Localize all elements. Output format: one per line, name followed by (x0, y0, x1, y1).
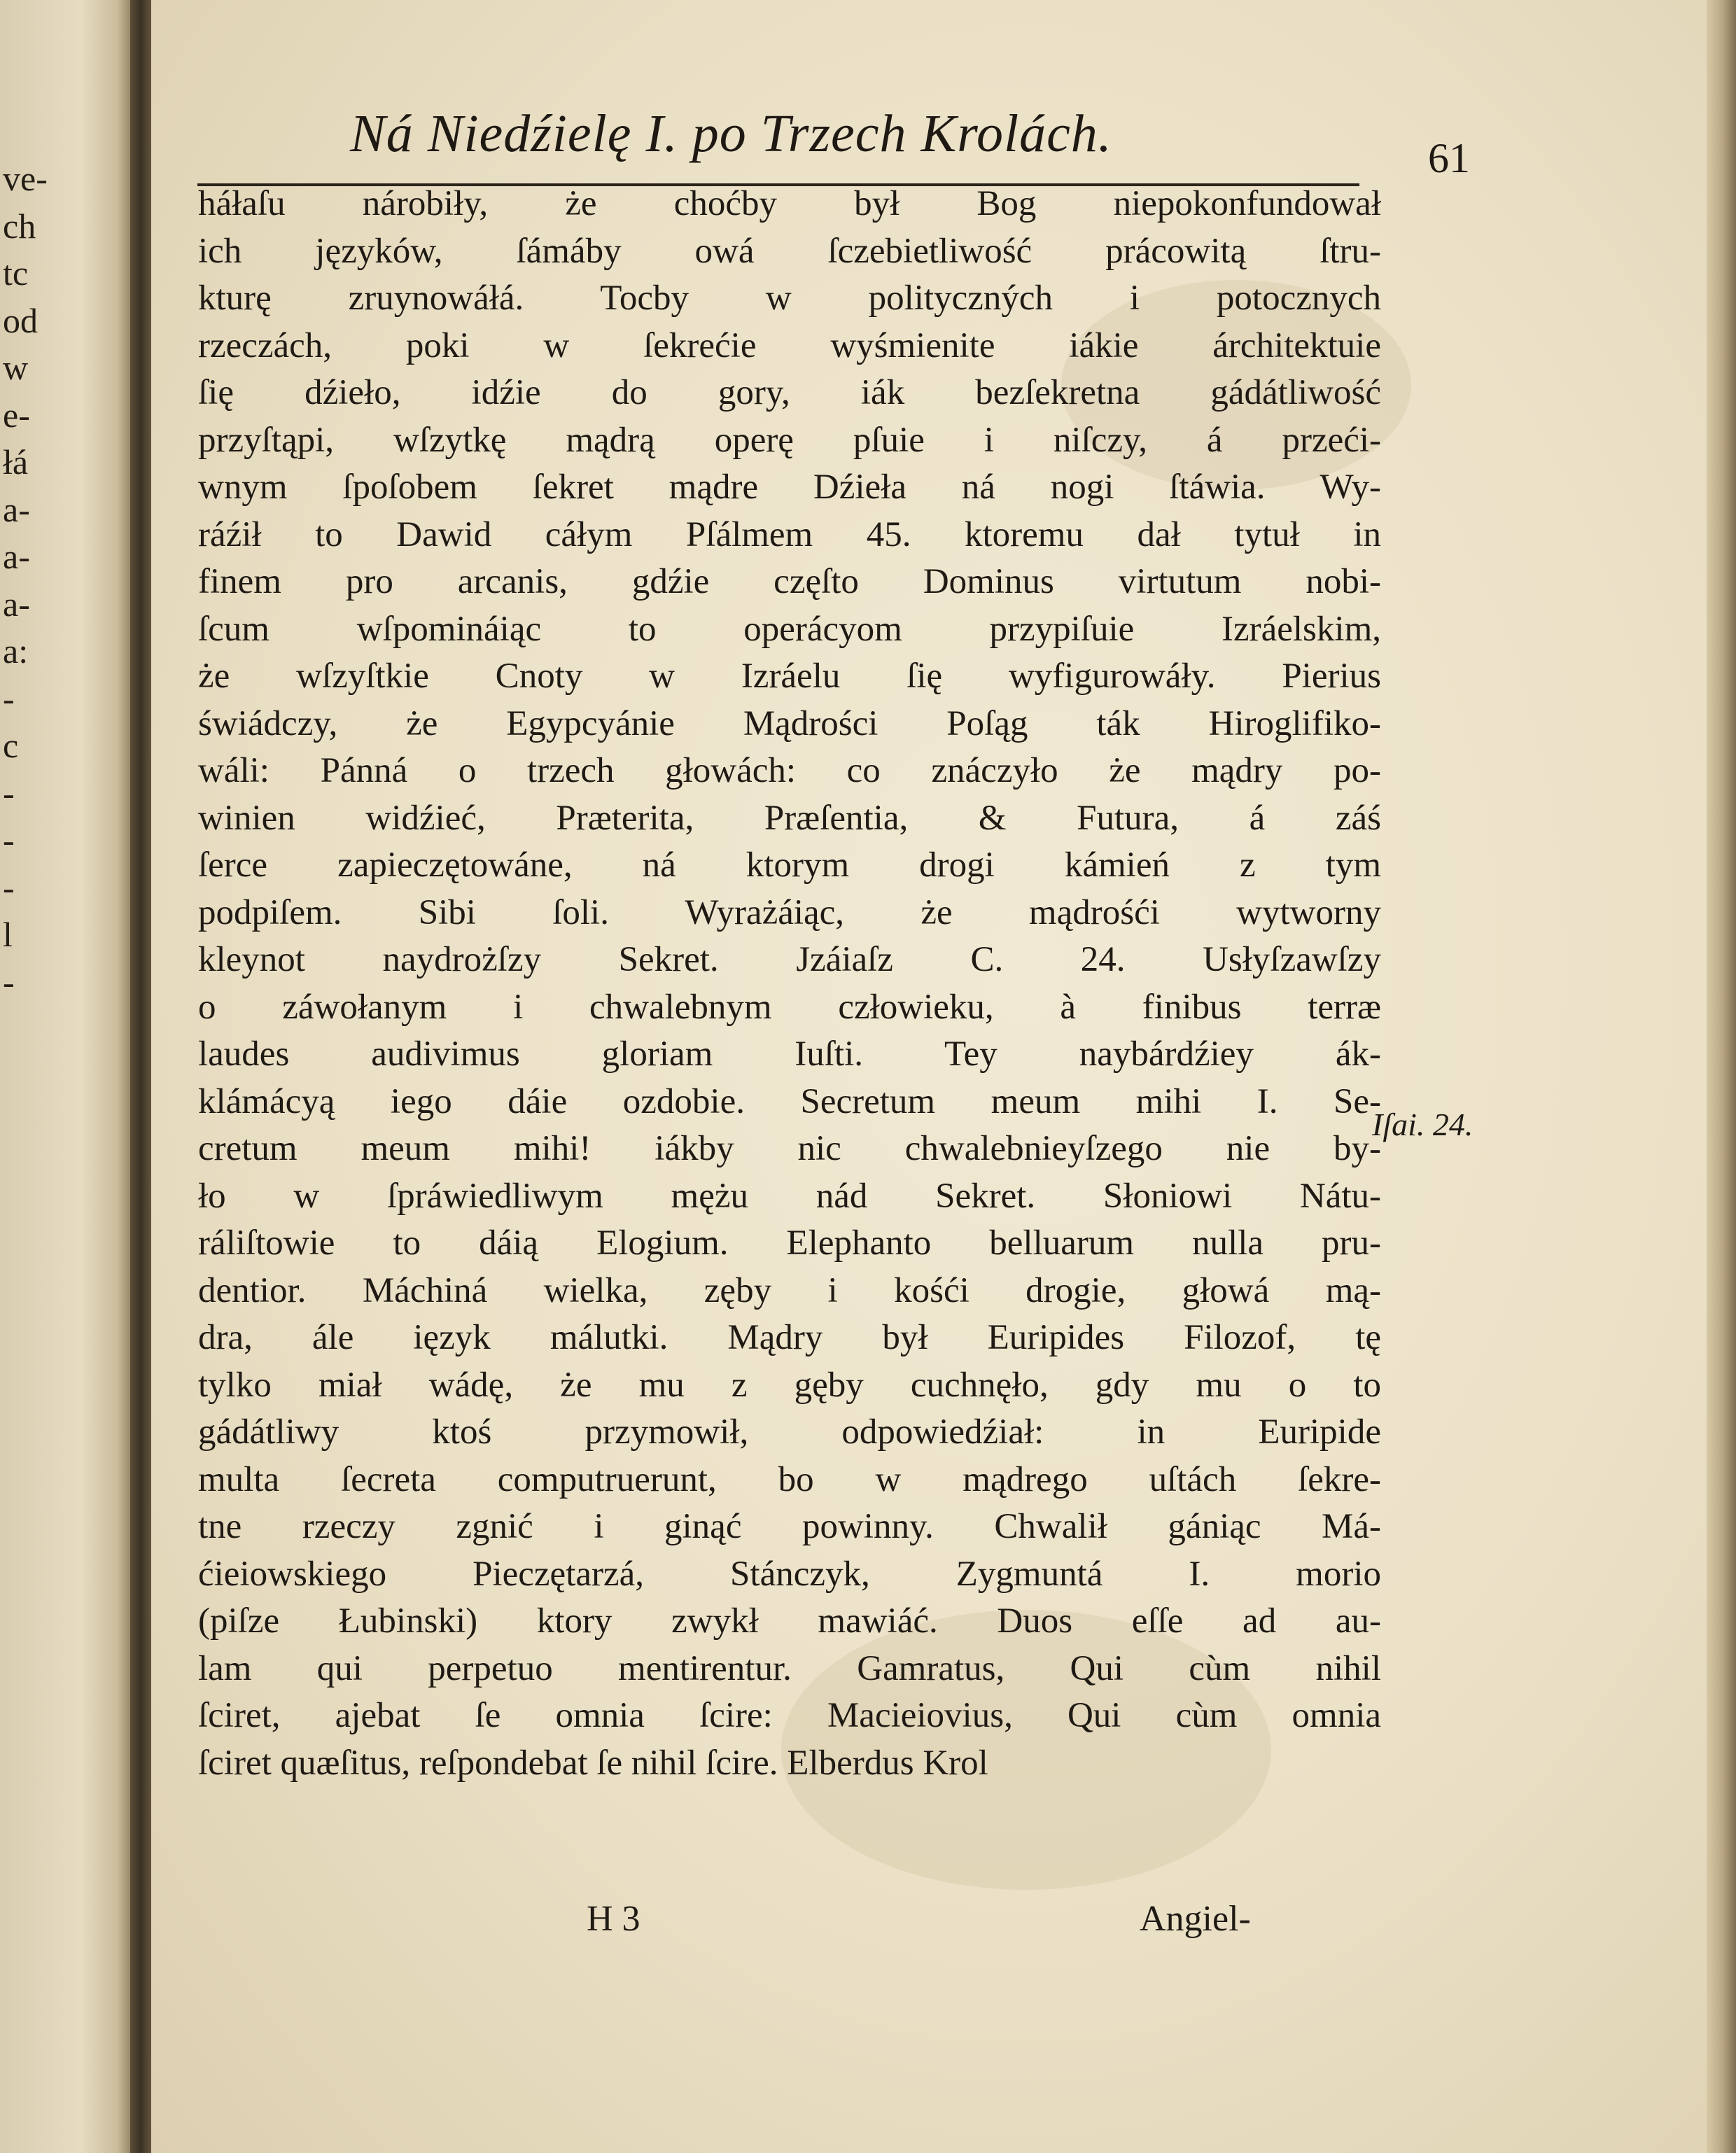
text-line: cretum meum mihi! iákby nic chwalebnieyſzego nie by- (198, 1129, 1381, 1168)
body-text (198, 181, 1381, 1787)
facing-page-fragment: - (3, 867, 15, 907)
text-line: wnym ſpoſobem ſekret mądre Dźieła ná nogi ſtáwia. Wy- (198, 468, 1381, 507)
text-line: rzeczách, poki w ſekrećie wyśmienite iákie árchitektuie (198, 325, 1381, 365)
facing-page-fragment: łá (3, 442, 29, 482)
facing-page-fragment: - (3, 773, 15, 813)
facing-page-fragment: ve- (3, 159, 48, 198)
text-line: multa ſecreta computruerunt, bo w mądrego uſtách ſekre- (198, 1459, 1381, 1499)
facing-page-fragment: - (3, 820, 15, 860)
text-line: tylko miał wádę, że mu z gęby cuchnęło, gdy mu o to (198, 1365, 1381, 1405)
text-line: finem pro arcanis, gdźie częſto Dominus virtutum nobi- (198, 562, 1381, 601)
facing-page-fragment: e- (3, 395, 30, 435)
text-line: o záwołanym i chwalebnym człowieku, à finibus terræ (198, 987, 1381, 1027)
facing-page-fragment: od (3, 300, 38, 340)
facing-page-fragment: w (3, 348, 29, 387)
facing-page-fragment: - (3, 678, 15, 718)
text-line: ſcum wſpomináiąc to operácyom przypiſuie Izráelskim, (198, 609, 1381, 649)
marginal-note: Iſai. 24. (1372, 1107, 1474, 1142)
text-line: dra, ále ięzyk málutki. Mądry był Euripides Filozof, tę (198, 1318, 1381, 1357)
page-footer (198, 1898, 1381, 1947)
text-line: dentior. Máchiná wielka, zęby i kośći drogie, głowá mą- (198, 1270, 1381, 1310)
text-line: ło w ſpráwiedliwym mężu nád Sekret. Słoniowi Nátu- (198, 1176, 1381, 1216)
facing-page-fragment: a: (3, 631, 29, 671)
signature-mark: H 3 (587, 1899, 640, 1939)
text-line: ſciret quæſitus, reſpondebat ſe nihil ſcire. Elberdus Krol (198, 1743, 988, 1783)
facing-page-fragment: - (3, 962, 15, 1002)
text-line: (piſze Łubinski) ktory zwykł mawiáć. Duos eſſe ad au- (198, 1601, 1381, 1641)
text-line: świádczy, że Egypcyánie Mądrości Poſąg ták Hiroglifiko- (198, 703, 1381, 743)
book-gutter (130, 0, 154, 2153)
text-line: ſerce zapieczętowáne, ná ktorym drogi kámień z tym (198, 846, 1381, 885)
text-line: háłaſu nárobiły, że choćby był Bog niepokonfundował (198, 184, 1381, 223)
catchword: Angiel- (1140, 1899, 1251, 1939)
text-line: klámácyą iego dáie ozdobie. Secretum meum mihi I. Se- (198, 1081, 1381, 1121)
text-line: laudes audivimus gloriam Iuſti. Tey naybárdźiey ák- (198, 1035, 1381, 1074)
facing-page-fragment: tc (3, 253, 29, 293)
text-line: kturę zruynowáłá. Tocby w polityczných i potocznych (198, 279, 1381, 318)
text-line: ráźił to Dawid cáłym Pſálmem 45. ktoremu dał tytuł in (198, 514, 1381, 554)
page-edge (1707, 0, 1736, 2153)
text-line: ráliſtowie to dáią Elogium. Elephanto belluarum nulla pru- (198, 1223, 1381, 1263)
page-number: 61 (1428, 135, 1470, 181)
facing-page-left (0, 0, 133, 2153)
facing-page-fragment: a- (3, 584, 30, 624)
text-line: kleynot naydrożſzy Sekret. Jzáiaſz C. 24. Usłyſzawſzy (198, 940, 1381, 979)
text-line: podpiſem. Sibi ſoli. Wyrażáiąc, że mądrośći wytworny (198, 892, 1381, 932)
text-line: tne rzeczy zgnić i ginąć powinny. Chwalił gániąc Má- (198, 1507, 1381, 1546)
text-line: ćieiowskiego Pieczętarzá, Stánczyk, Zygmuntá I. morio (198, 1554, 1381, 1594)
facing-page-text-fragments (3, 155, 122, 1006)
facing-page-fragment: c (3, 726, 19, 765)
text-line: winien widźieć, Præterita, Præſentia, & Futura, á záś (198, 798, 1381, 838)
text-line: gádátliwy ktoś przymowił, odpowiedźiał: in Euripide (198, 1412, 1381, 1452)
text-line: ich języków, ſámáby owá ſczebietliwość prácowitą ſtru- (198, 231, 1381, 271)
text-line: ſię dźieło, idźie do gory, iák bezſekretna gádátliwość (198, 373, 1381, 412)
facing-page-fragment: ch (3, 206, 36, 246)
text-line: ſciret, ajebat ſe omnia ſcire: Macieiovius, Qui cùm omnia (198, 1696, 1381, 1735)
facing-page-fragment: a- (3, 489, 30, 529)
text-line: przyſtąpi, wſzytkę mądrą operę pſuie i niſczy, á przeći- (198, 420, 1381, 460)
facing-page-fragment: l (3, 915, 13, 954)
facing-page-fragment: a- (3, 537, 30, 576)
text-line: wáli: Pánná o trzech głowách: co znáczyło że mądry po- (198, 751, 1381, 790)
running-head: Ná Niedźielę I. po Trzech Krolách. (350, 104, 1112, 163)
text-line: lam qui perpetuo mentirentur. Gamratus, Qui cùm nihil (198, 1648, 1381, 1688)
text-line: że wſzyſtkie Cnoty w Izráelu ſię wyfigurowáły. Pierius (198, 657, 1381, 696)
